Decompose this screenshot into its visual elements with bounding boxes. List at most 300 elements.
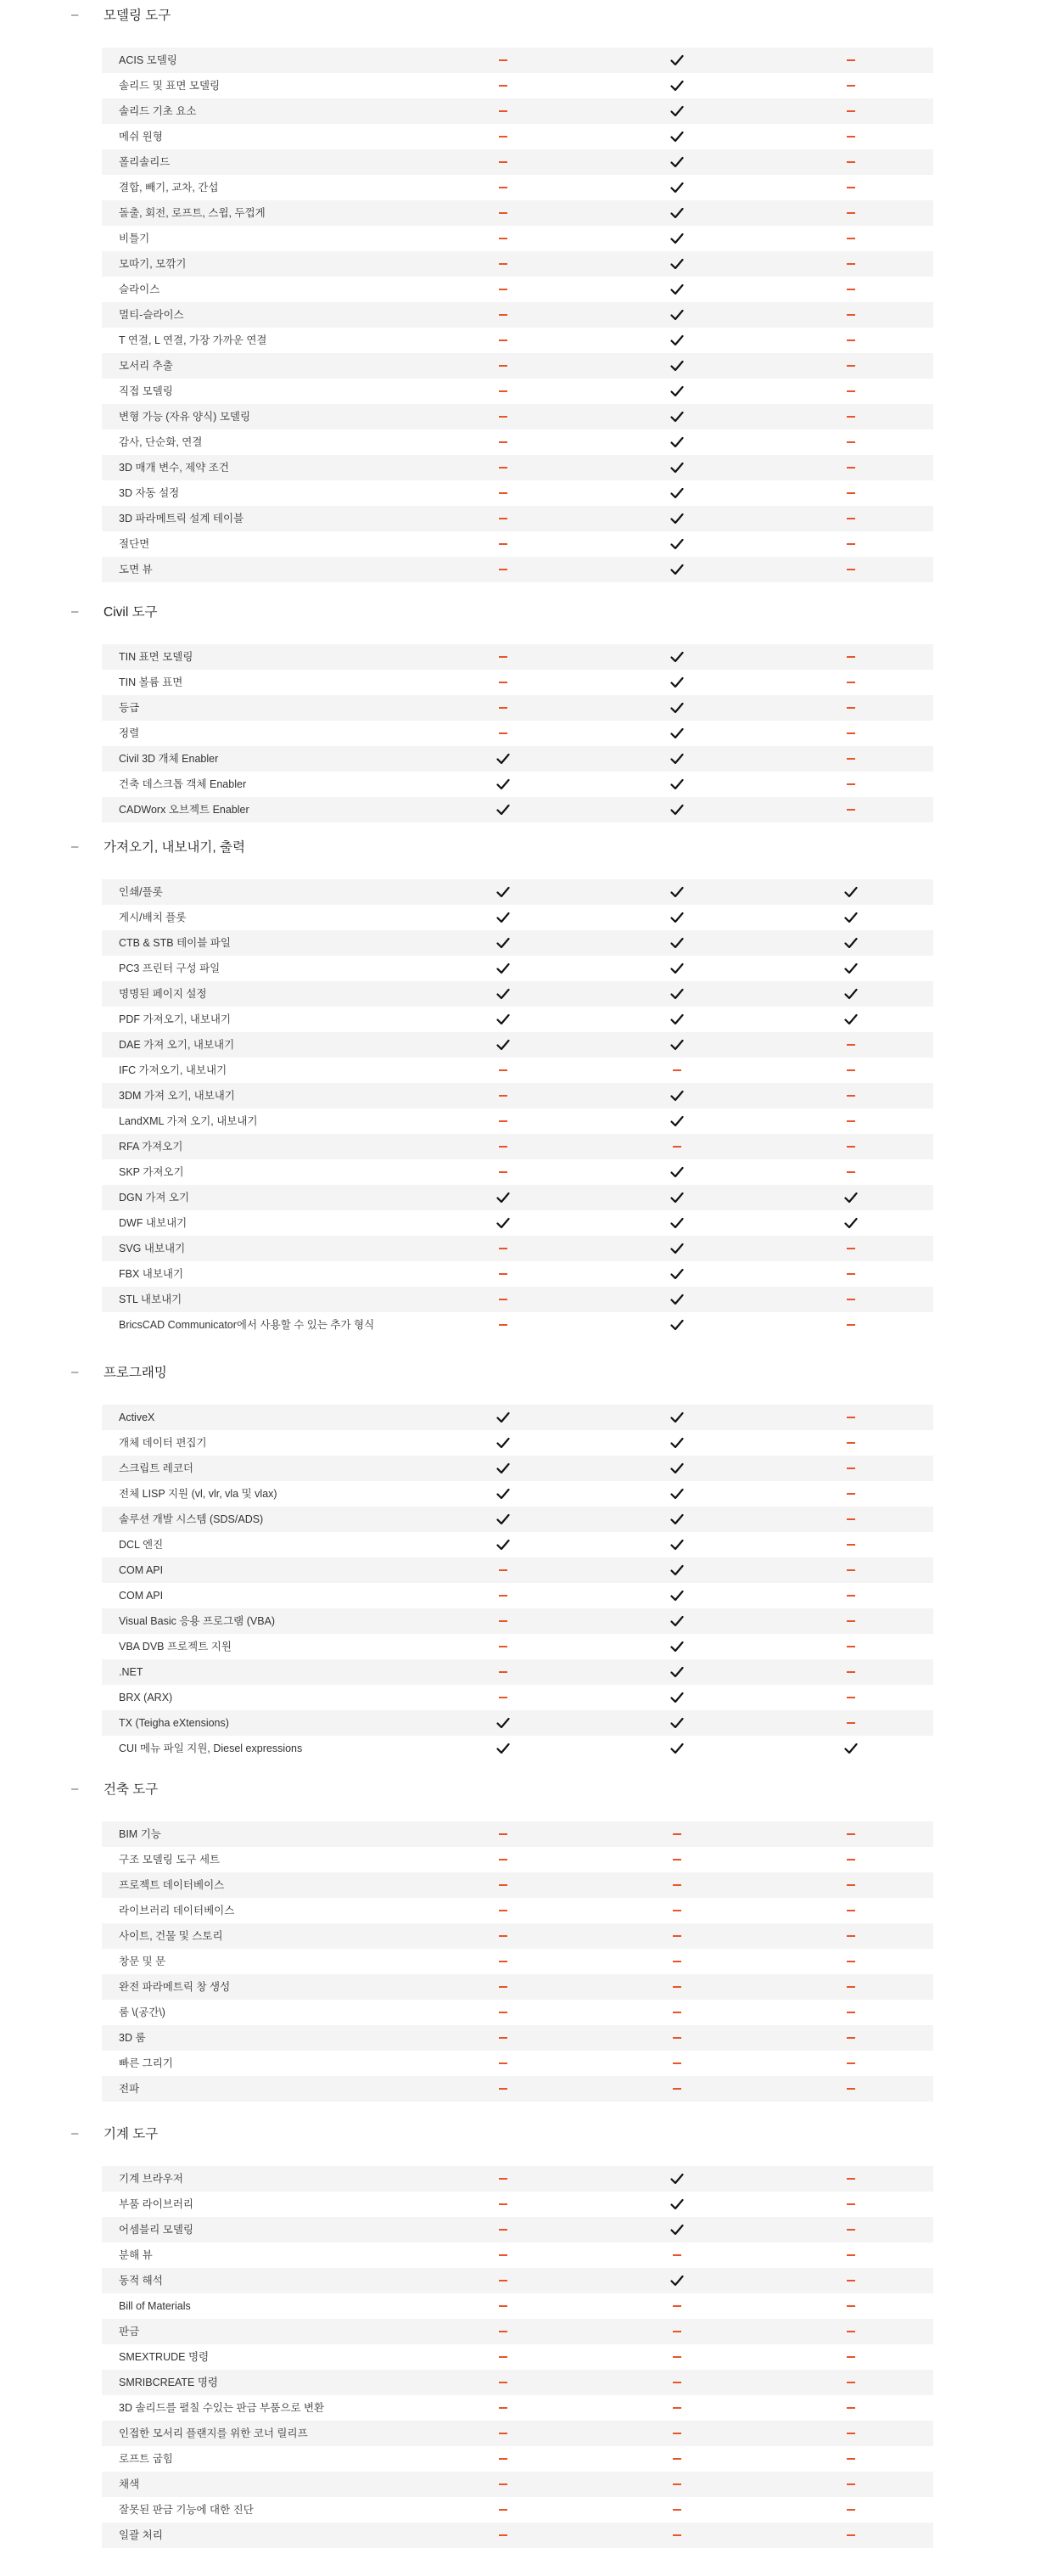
dash-icon	[486, 2319, 520, 2344]
table-row	[102, 1583, 933, 1608]
dash-icon	[660, 2293, 694, 2319]
checkmark-icon	[486, 1736, 520, 1761]
checkmark-icon	[660, 797, 694, 822]
checkmark-icon	[660, 644, 694, 670]
checkmark-icon	[486, 1710, 520, 1736]
feature-label: 명명된 페이지 설정	[119, 988, 207, 1000]
checkmark-icon	[660, 1159, 694, 1185]
feature-label: 메쉬 원형	[119, 131, 163, 143]
table-row	[102, 1821, 933, 1847]
dash-icon	[834, 2497, 868, 2523]
dash-icon	[486, 1583, 520, 1608]
dash-icon	[486, 1083, 520, 1108]
dash-icon	[834, 2268, 868, 2293]
feature-label: 잘못된 판금 기능에 대한 진단	[119, 2504, 254, 2516]
dash-icon	[486, 2472, 520, 2497]
feature-label: 개체 데이터 편집기	[119, 1437, 207, 1449]
dash-icon	[834, 2523, 868, 2548]
checkmark-icon	[486, 930, 520, 956]
dash-icon	[486, 124, 520, 149]
dash-icon	[660, 2395, 694, 2421]
checkmark-icon	[660, 1608, 694, 1634]
table-row	[102, 981, 933, 1007]
checkmark-icon	[660, 1532, 694, 1557]
feature-label: TIN 볼륨 표면	[119, 676, 183, 688]
feature-label: BRX (ARX)	[119, 1692, 173, 1703]
checkmark-icon	[660, 2166, 694, 2192]
dash-icon	[486, 1287, 520, 1312]
dash-icon	[834, 695, 868, 721]
feature-label: 3D 파라메트릭 설계 테이블	[119, 513, 244, 525]
dash-icon	[834, 506, 868, 531]
dash-icon	[834, 404, 868, 429]
dash-icon	[834, 149, 868, 175]
feature-label: SVG 내보내기	[119, 1243, 186, 1254]
dash-icon	[486, 277, 520, 302]
minus-icon[interactable]: –	[71, 603, 79, 619]
minus-icon[interactable]: –	[71, 2125, 79, 2141]
table-row	[102, 2523, 933, 2548]
dash-icon	[834, 455, 868, 480]
table-row	[102, 2395, 933, 2421]
dash-icon	[486, 1872, 520, 1898]
dash-icon	[486, 1134, 520, 1159]
dash-icon	[486, 531, 520, 557]
dash-icon	[834, 2344, 868, 2370]
checkmark-icon	[660, 404, 694, 429]
feature-label: LandXML 가져 오기, 내보내기	[119, 1115, 258, 1127]
feature-label: TIN 표면 모델링	[119, 651, 193, 663]
feature-label: 로프트 굽힘	[119, 2453, 173, 2465]
checkmark-icon	[486, 956, 520, 981]
table-row	[102, 644, 933, 670]
checkmark-icon	[834, 1210, 868, 1236]
dash-icon	[486, 73, 520, 98]
section-title: 가져오기, 내보내기, 출력	[104, 840, 245, 855]
feature-label: 3DM 가져 오기, 내보내기	[119, 1090, 235, 1102]
table-row	[102, 1898, 933, 1923]
dash-icon	[660, 1821, 694, 1847]
table-row	[102, 1210, 933, 1236]
dash-icon	[834, 1058, 868, 1083]
table-row	[102, 695, 933, 721]
table-row	[102, 379, 933, 404]
dash-icon	[486, 1236, 520, 1261]
section-title: 기계 도구	[104, 2127, 159, 2141]
dash-icon	[834, 1159, 868, 1185]
feature-label: 결합, 빼기, 교차, 간섭	[119, 182, 219, 194]
checkmark-icon	[660, 175, 694, 200]
feature-label: 구조 모델링 도구 세트	[119, 1854, 221, 1866]
dash-icon	[486, 2051, 520, 2076]
dash-icon	[834, 1898, 868, 1923]
table-row	[102, 353, 933, 379]
dash-icon	[486, 175, 520, 200]
dash-icon	[834, 2192, 868, 2217]
dash-icon	[834, 2000, 868, 2025]
table-row	[102, 956, 933, 981]
checkmark-icon	[834, 981, 868, 1007]
dash-icon	[834, 2421, 868, 2446]
checkmark-icon	[660, 1185, 694, 1210]
dash-icon	[486, 328, 520, 353]
checkmark-icon	[834, 879, 868, 905]
feature-label: DCL 엔진	[119, 1539, 164, 1551]
feature-label: CADWorx 오브젝트 Enabler	[119, 804, 249, 816]
checkmark-icon	[486, 1007, 520, 1032]
table-row	[102, 670, 933, 695]
feature-label: 전파	[119, 2083, 140, 2095]
dash-icon	[834, 2051, 868, 2076]
dash-icon	[486, 1685, 520, 1710]
section-header[interactable]	[71, 598, 937, 624]
table-row	[102, 557, 933, 582]
dash-icon	[834, 670, 868, 695]
checkmark-icon	[486, 1532, 520, 1557]
table-row	[102, 1083, 933, 1108]
checkmark-icon	[660, 98, 694, 124]
dash-icon	[834, 1659, 868, 1685]
table-row	[102, 404, 933, 429]
table-row	[102, 2370, 933, 2395]
dash-icon	[834, 772, 868, 797]
table-row	[102, 73, 933, 98]
minus-icon[interactable]: –	[71, 7, 79, 22]
dash-icon	[834, 1108, 868, 1134]
table-row	[102, 2472, 933, 2497]
dash-icon	[834, 175, 868, 200]
feature-label: CUI 메뉴 파일 지원, Diesel expressions	[119, 1743, 303, 1754]
checkmark-icon	[486, 1507, 520, 1532]
feature-label: 직접 모델링	[119, 385, 173, 397]
table-row	[102, 2051, 933, 2076]
table-row	[102, 2446, 933, 2472]
checkmark-icon	[660, 2217, 694, 2242]
checkmark-icon	[660, 772, 694, 797]
checkmark-icon	[660, 1032, 694, 1058]
section-title: 모델링 도구	[104, 8, 171, 23]
section-header[interactable]	[71, 1359, 937, 1384]
dash-icon	[660, 2025, 694, 2051]
dash-icon	[486, 2421, 520, 2446]
table-row	[102, 149, 933, 175]
table-row	[102, 1847, 933, 1872]
table-row	[102, 1456, 933, 1481]
table-row	[102, 1312, 933, 1338]
dash-icon	[486, 379, 520, 404]
table-row	[102, 905, 933, 930]
table-row	[102, 2192, 933, 2217]
dash-icon	[834, 2025, 868, 2051]
feature-label: 일괄 처리	[119, 2529, 163, 2541]
table-row	[102, 2000, 933, 2025]
dash-icon	[834, 1634, 868, 1659]
feature-label: 슬라이스	[119, 283, 160, 295]
feature-label: 부품 라이브러리	[119, 2198, 193, 2210]
dash-icon	[486, 1634, 520, 1659]
feature-label: 판금	[119, 2326, 140, 2337]
table-row	[102, 1736, 933, 1761]
feature-label: 등급	[119, 702, 140, 714]
dash-icon	[660, 2319, 694, 2344]
feature-label: 정렬	[119, 727, 140, 739]
table-row	[102, 1532, 933, 1557]
table-row	[102, 1236, 933, 1261]
dash-icon	[486, 2025, 520, 2051]
checkmark-icon	[834, 1007, 868, 1032]
dash-icon	[834, 2395, 868, 2421]
dash-icon	[834, 1847, 868, 1872]
feature-label: IFC 가져오기, 내보내기	[119, 1064, 227, 1076]
feature-label: SMEXTRUDE 명령	[119, 2351, 210, 2363]
feature-label: 스크립트 레코더	[119, 1462, 193, 1474]
dash-icon	[660, 1898, 694, 1923]
checkmark-icon	[486, 1210, 520, 1236]
dash-icon	[834, 302, 868, 328]
feature-label: DWF 내보내기	[119, 1217, 187, 1229]
table-row	[102, 1685, 933, 1710]
dash-icon	[834, 98, 868, 124]
table-row	[102, 480, 933, 506]
checkmark-icon	[660, 200, 694, 226]
dash-icon	[834, 1430, 868, 1456]
checkmark-icon	[660, 557, 694, 582]
table-row	[102, 797, 933, 822]
dash-icon	[834, 2076, 868, 2102]
dash-icon	[486, 2293, 520, 2319]
feature-label: COM API	[119, 1564, 164, 1576]
table-row	[102, 1007, 933, 1032]
dash-icon	[834, 1134, 868, 1159]
dash-icon	[486, 2242, 520, 2268]
checkmark-icon	[834, 1736, 868, 1761]
checkmark-icon	[660, 879, 694, 905]
dash-icon	[834, 1287, 868, 1312]
dash-icon	[660, 2051, 694, 2076]
checkmark-icon	[660, 1210, 694, 1236]
dash-icon	[834, 1405, 868, 1430]
dash-icon	[486, 1312, 520, 1338]
feature-label: Civil 3D 개체 Enabler	[119, 753, 219, 765]
dash-icon	[834, 277, 868, 302]
dash-icon	[834, 480, 868, 506]
table-row	[102, 772, 933, 797]
feature-label: 변형 가능 (자유 양식) 모델링	[119, 411, 251, 423]
table-row	[102, 2293, 933, 2319]
checkmark-icon	[660, 1007, 694, 1032]
feature-label: 솔리드 및 표면 모델링	[119, 80, 221, 92]
dash-icon	[486, 149, 520, 175]
table-row	[102, 302, 933, 328]
minus-icon[interactable]: –	[71, 1364, 79, 1379]
dash-icon	[834, 1685, 868, 1710]
dash-icon	[834, 1261, 868, 1287]
checkmark-icon	[660, 124, 694, 149]
feature-label: 룸 \(공간\)	[119, 2006, 165, 2018]
checkmark-icon	[486, 1185, 520, 1210]
table-row	[102, 200, 933, 226]
dash-icon	[486, 506, 520, 531]
dash-icon	[660, 2370, 694, 2395]
feature-label: 비틀기	[119, 233, 150, 244]
feature-label: 3D 자동 설정	[119, 487, 180, 499]
dash-icon	[834, 1974, 868, 2000]
checkmark-icon	[660, 930, 694, 956]
section-header[interactable]	[71, 2120, 937, 2146]
dash-icon	[834, 1923, 868, 1949]
dash-icon	[486, 1923, 520, 1949]
feature-label: DGN 가져 오기	[119, 1192, 190, 1204]
dash-icon	[834, 644, 868, 670]
dash-icon	[486, 557, 520, 582]
checkmark-icon	[660, 1261, 694, 1287]
minus-icon[interactable]: –	[71, 1781, 79, 1796]
dash-icon	[834, 531, 868, 557]
table-row	[102, 1659, 933, 1685]
dash-icon	[486, 98, 520, 124]
feature-label: 3D 매개 변수, 제약 조건	[119, 462, 229, 474]
table-row	[102, 1923, 933, 1949]
checkmark-icon	[486, 746, 520, 772]
dash-icon	[834, 2446, 868, 2472]
feature-label: 모따기, 모깎기	[119, 258, 187, 270]
dash-icon	[834, 1557, 868, 1583]
checkmark-icon	[660, 1312, 694, 1338]
dash-icon	[834, 1481, 868, 1507]
table-row	[102, 879, 933, 905]
table-row	[102, 1405, 933, 1430]
dash-icon	[486, 695, 520, 721]
dash-icon	[486, 1159, 520, 1185]
table-row	[102, 1134, 933, 1159]
dash-icon	[486, 1261, 520, 1287]
dash-icon	[834, 721, 868, 746]
checkmark-icon	[834, 905, 868, 930]
feature-label: 건축 데스크톱 객체 Enabler	[119, 778, 247, 790]
table-row	[102, 1974, 933, 2000]
dash-icon	[834, 557, 868, 582]
dash-icon	[834, 2370, 868, 2395]
section-header[interactable]	[71, 1776, 937, 1801]
minus-icon[interactable]: –	[71, 839, 79, 854]
dash-icon	[660, 2000, 694, 2025]
table-row	[102, 1287, 933, 1312]
feature-label: 3D 룸	[119, 2032, 146, 2044]
feature-label: ActiveX	[119, 1411, 155, 1423]
dash-icon	[660, 2344, 694, 2370]
checkmark-icon	[660, 1710, 694, 1736]
table-row	[102, 1481, 933, 1507]
table-row	[102, 531, 933, 557]
dash-icon	[660, 2242, 694, 2268]
feature-label: 절단면	[119, 538, 150, 550]
checkmark-icon	[486, 797, 520, 822]
table-row	[102, 2344, 933, 2370]
checkmark-icon	[660, 73, 694, 98]
feature-label: 완전 파라메트릭 창 생성	[119, 1981, 231, 1993]
checkmark-icon	[660, 1083, 694, 1108]
dash-icon	[486, 48, 520, 73]
checkmark-icon	[486, 1430, 520, 1456]
dash-icon	[486, 251, 520, 277]
dash-icon	[486, 1949, 520, 1974]
dash-icon	[486, 2370, 520, 2395]
dash-icon	[834, 2472, 868, 2497]
dash-icon	[660, 2523, 694, 2548]
table-row	[102, 1058, 933, 1083]
checkmark-icon	[486, 1032, 520, 1058]
section-header[interactable]	[71, 2, 937, 27]
dash-icon	[834, 379, 868, 404]
checkmark-icon	[660, 480, 694, 506]
dash-icon	[486, 2000, 520, 2025]
checkmark-icon	[486, 905, 520, 930]
table-row	[102, 1261, 933, 1287]
dash-icon	[834, 1507, 868, 1532]
table-row	[102, 721, 933, 746]
dash-icon	[834, 1608, 868, 1634]
table-row	[102, 175, 933, 200]
table-row	[102, 2025, 933, 2051]
table-row	[102, 1608, 933, 1634]
dash-icon	[834, 2293, 868, 2319]
dash-icon	[486, 1847, 520, 1872]
feature-label: RFA 가져오기	[119, 1141, 183, 1153]
dash-icon	[486, 1108, 520, 1134]
table-row	[102, 746, 933, 772]
dash-icon	[486, 455, 520, 480]
dash-icon	[486, 226, 520, 251]
dash-icon	[486, 302, 520, 328]
feature-label: PC3 프린터 구성 파일	[119, 962, 221, 974]
dash-icon	[834, 1872, 868, 1898]
dash-icon	[660, 1923, 694, 1949]
dash-icon	[486, 1557, 520, 1583]
feature-label: 전체 LISP 지원 (vl, vlr, vla 및 vlax)	[119, 1488, 277, 1500]
checkmark-icon	[660, 981, 694, 1007]
feature-label: 빠른 그리기	[119, 2057, 173, 2069]
checkmark-icon	[486, 1481, 520, 1507]
feature-label: BricsCAD Communicator에서 사용할 수 있는 추가 형식	[119, 1319, 375, 1331]
checkmark-icon	[834, 956, 868, 981]
feature-label: VBA DVB 프로젝트 지원	[119, 1641, 232, 1653]
checkmark-icon	[834, 930, 868, 956]
checkmark-icon	[660, 1557, 694, 1583]
dash-icon	[834, 2166, 868, 2192]
table-row	[102, 1557, 933, 1583]
section-header[interactable]	[71, 833, 937, 859]
dash-icon	[486, 1659, 520, 1685]
checkmark-icon	[660, 1405, 694, 1430]
feature-label: 분해 뷰	[119, 2249, 153, 2261]
feature-label: 모서리 추출	[119, 360, 173, 372]
checkmark-icon	[660, 1481, 694, 1507]
dash-icon	[834, 429, 868, 455]
dash-icon	[486, 1608, 520, 1634]
feature-label: DAE 가져 오기, 내보내기	[119, 1039, 235, 1051]
checkmark-icon	[660, 2268, 694, 2293]
feature-label: ACIS 모델링	[119, 54, 177, 66]
feature-label: PDF 가져오기, 내보내기	[119, 1013, 232, 1025]
dash-icon	[486, 2166, 520, 2192]
feature-label: Bill of Materials	[119, 2300, 191, 2312]
checkmark-icon	[660, 251, 694, 277]
dash-icon	[834, 2319, 868, 2344]
dash-icon	[834, 1821, 868, 1847]
table-row	[102, 1872, 933, 1898]
table-row	[102, 506, 933, 531]
checkmark-icon	[660, 956, 694, 981]
